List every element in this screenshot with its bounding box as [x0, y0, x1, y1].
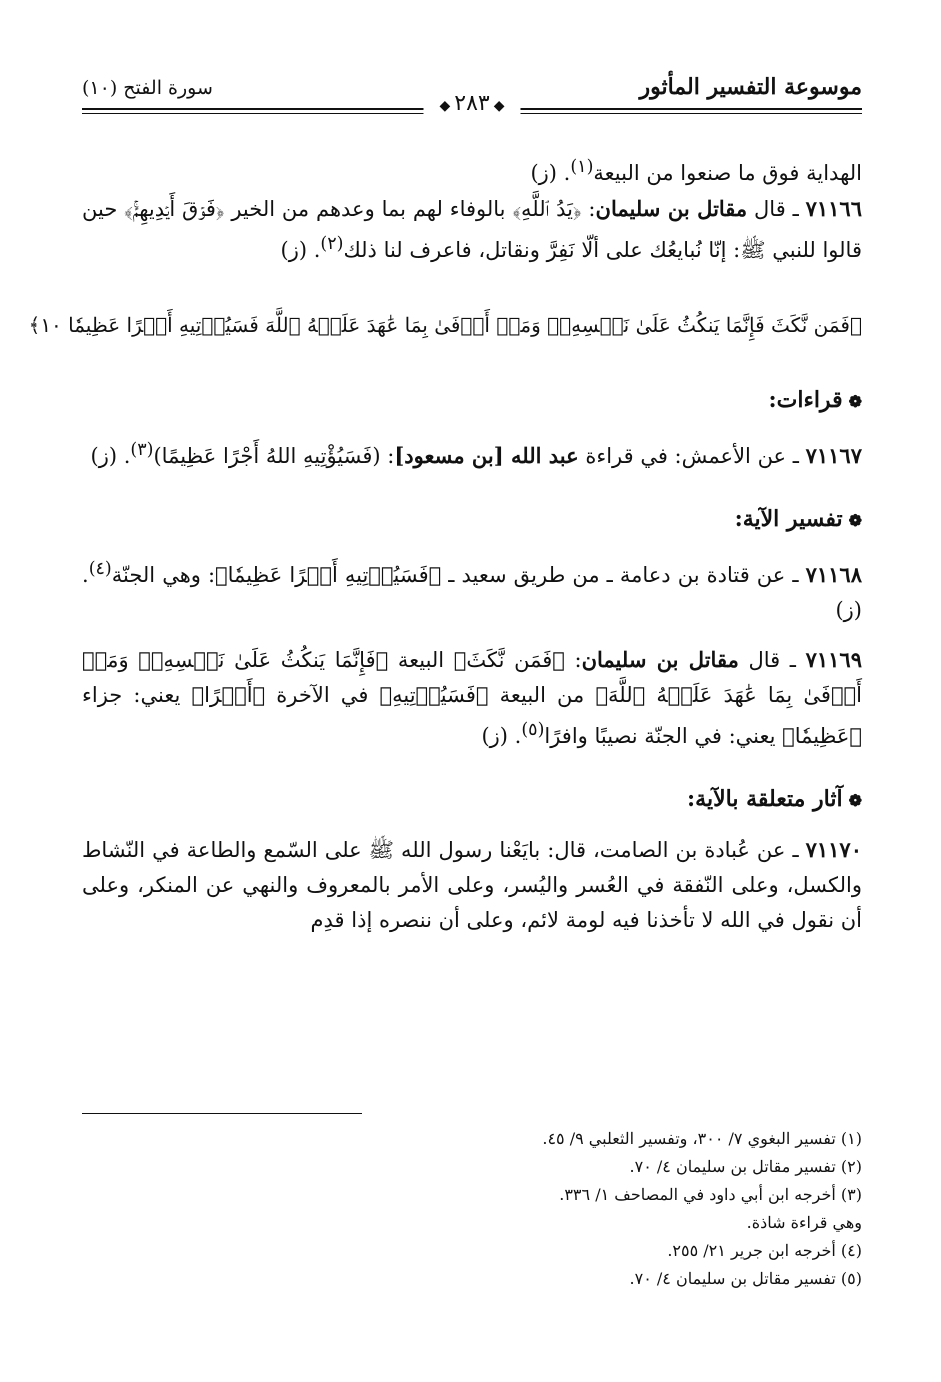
entry-number: ٧١١٦٦ [805, 196, 862, 221]
section-heading-qiraat: ❁قراءات: [768, 387, 862, 413]
footnotes [82, 1125, 862, 1293]
entry-number: ٧١١٦٨ [805, 562, 862, 587]
entry-71170: ٧١١٧٠ ـ عن عُبادة بن الصامت، قال: بايَعْنا رسول الله ﷺ على السّمع والطاعة في النّشاط والكسل، وعلى النّفقة في العُسر واليُسر، وعلى الأمر بالمعروف والنهي عن المنكر، وعلى أن نقول في الله لا تأخذنا فيه لومة لائم، وعلى أن ننصره إذا قدِم [82, 837, 862, 932]
page-body [28, 150, 862, 938]
entry-71168: ٧١١٦٨ ـ عن قتادة بن دعامة ـ من طريق سعيد ـ ﴿فَسَيُؤۡتِيهِ أَجۡرًا عَظِيمٗا﴾: وهي الجنّة$^{(٤)}$. (ز) [82, 559, 862, 622]
surah-title: سورة الفتح (١٠) [82, 77, 213, 99]
book-title: موسوعة التفسير المأثور [639, 74, 862, 100]
paragraph-continued: الهداية فوق ما صنعوا من البيعة$^{(١)}$. (ز) [530, 157, 862, 185]
footnote-ref[interactable]: (٤) [88, 559, 112, 579]
ornament-icon: ◆ [493, 98, 505, 114]
flower-ornament-icon: ❁ [848, 392, 862, 411]
narrator-name: مقاتل بن سليمان [581, 647, 739, 672]
narrator-name: عبد الله [بن مسعود] [394, 443, 579, 468]
narrator-name: مقاتل بن سليمان [595, 196, 748, 221]
page-number: ٢٨٣ [454, 91, 490, 116]
entry-number: ٧١١٦٩ [805, 647, 862, 672]
quran-verse: ﴿فَمَن نَّكَثَ فَإِنَّمَا يَنكُثُ عَلَىٰ نَفۡسِهِۦۖ وَمَنۡ أَوۡفَىٰ بِمَا عَٰهَدَ عَلَيۡهُ ٱللَّهَ فَسَيُؤۡتِيهِ أَجۡرًا عَظِيمٗا ١٠﴾ [28, 313, 862, 337]
footnote-ref[interactable]: (٢) [320, 234, 344, 254]
section-heading-athar: ❁آثار متعلقة بالآية: [687, 786, 862, 812]
section-heading-tafsir: ❁تفسير الآية: [734, 506, 862, 532]
flower-ornament-icon: ❁ [848, 791, 862, 810]
running-header [82, 60, 862, 116]
flower-ornament-icon: ❁ [848, 511, 862, 530]
entry-number: ٧١١٦٧ [805, 443, 862, 468]
document-page [28, 60, 862, 1288]
entry-number: ٧١١٧٠ [805, 837, 862, 862]
entry-71167: ٧١١٦٧ ـ عن الأعمش: في قراءة عبد الله [بن مسعود]: (فَسَيُؤْتِيهِ اللهُ أَجْرًا عَظِيمًا)$^{(٣)}$. (ز) [90, 440, 862, 468]
footnote-separator [82, 1113, 362, 1114]
footnote-2: (٢) تفسير مقاتل بن سليمان ٤/ ٧٠. [629, 1157, 862, 1176]
footnote-4: (٤) أخرجه ابن جرير ٢١/ ٢٥٥. [667, 1241, 862, 1260]
footnote-5: (٥) تفسير مقاتل بن سليمان ٤/ ٧٠. [629, 1269, 862, 1288]
footnote-3: (٣) أخرجه ابن أبي داود في المصاحف ١/ ٣٣٦. [559, 1185, 862, 1204]
entry-71166: ٧١١٦٦ ـ قال مقاتل بن سليمان: ﴿يَدُ ٱللَّهِ﴾ بالوفاء لهم بما وعدهم من الخير ﴿فَوۡقَ أَيۡدِيهِمۡۚ﴾ حين قالوا للنبي ﷺ: إنّا نُبايعُك على ألّا نَفِرَّ ونقاتل، فاعرف لنا ذلك$^{(٢)}$. (ز) [82, 196, 862, 262]
footnote-3-note: وهي قراءة شاذة. [746, 1213, 862, 1232]
ornament-icon: ◆ [439, 98, 451, 114]
page-number-box [423, 91, 520, 116]
entry-71169: ٧١١٦٩ ـ قال مقاتل بن سليمان: ﴿فَمَن نَّكَثَ﴾ البيعة ﴿فَإِنَّمَا يَنكُثُ عَلَىٰ نَفۡسِهِۦۖ وَمَنۡ أَوۡفَىٰ بِمَا عَٰهَدَ عَلَيۡهُ ٱللَّهَ﴾ من البيعة ﴿فَسَيُؤۡتِيهِ﴾ في الآخرة ﴿أَجۡرًا﴾ يعني: جزاء ﴿عَظِيمٗا﴾ يعني: في الجنّة نصيبًا وافرًا$^{(٥)}$. (ز) [82, 647, 862, 748]
footnote-ref[interactable]: (٥) [521, 720, 545, 740]
footnote-ref[interactable]: (٣) [130, 440, 154, 460]
footnote-ref[interactable]: (١) [570, 157, 594, 177]
footnote-1: (١) تفسير البغوي ٧/ ٣٠٠، وتفسير الثعلبي ٩/ ٤٥. [542, 1129, 862, 1148]
